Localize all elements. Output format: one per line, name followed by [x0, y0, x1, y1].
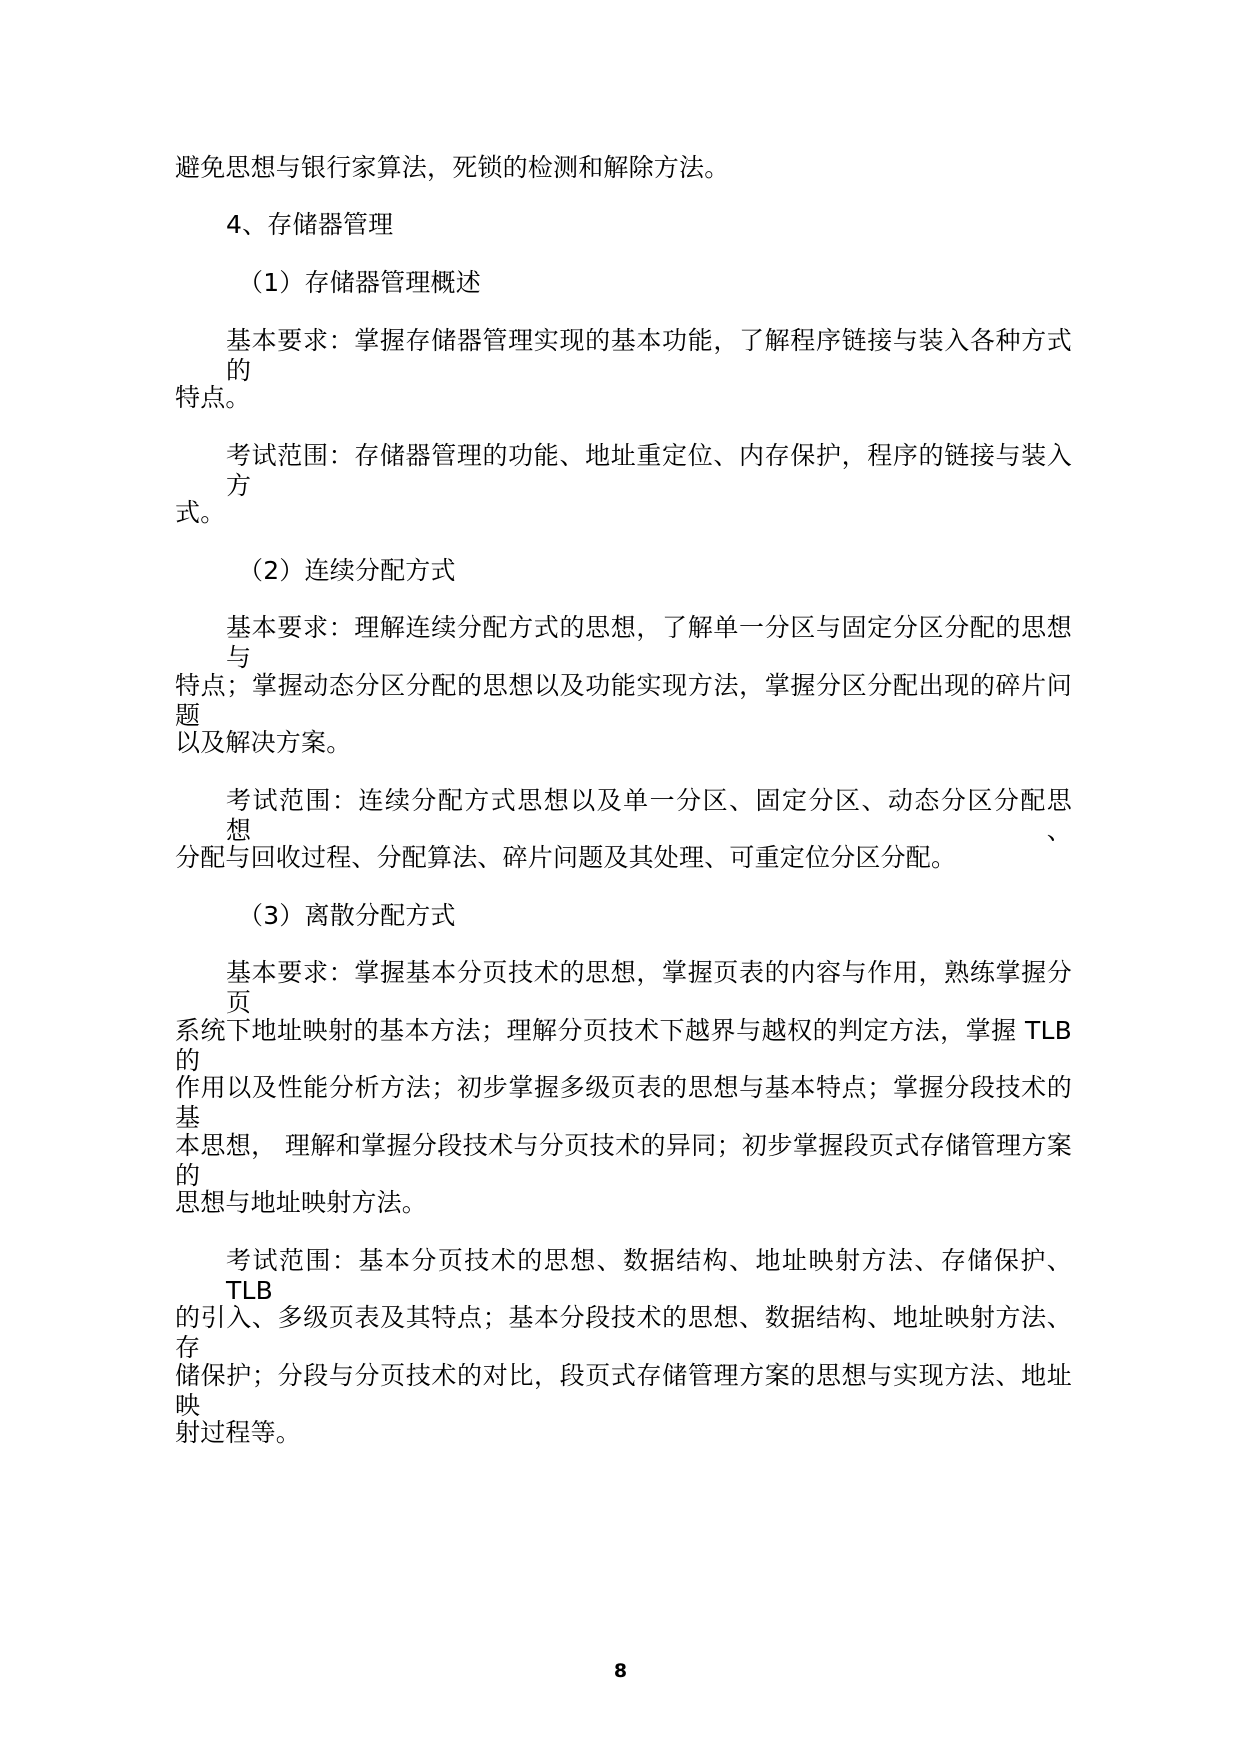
text-line: 本思想， 理解和掌握分段技术与分页技术的异同；初步掌握段页式存储管理方案的 — [175, 1131, 1072, 1190]
text-line: 基本要求：理解连续分配方式的思想，了解单一分区与固定分区分配的思想与 — [226, 613, 1072, 672]
text-line: 考试范围：基本分页技术的思想、数据结构、地址映射方法、存储保护、TLB — [226, 1246, 1072, 1305]
text-line: 储保护；分段与分页技术的对比，段页式存储管理方案的思想与实现方法、地址映 — [175, 1361, 1072, 1420]
subsection-heading: （1）存储器管理概述 — [238, 268, 481, 297]
text-line: 分配与回收过程、分配算法、碎片问题及其处理、可重定位分区分配。 — [175, 843, 957, 872]
text-line: 特点；掌握动态分区分配的思想以及功能实现方法，掌握分区分配出现的碎片问题 — [175, 671, 1072, 730]
text-line: 避免思想与银行家算法，死锁的检测和解除方法。 — [175, 153, 730, 182]
text-line: 基本要求：掌握基本分页技术的思想，掌握页表的内容与作用，熟练掌握分页 — [226, 958, 1072, 1017]
section-heading: 4、存储器管理 — [226, 210, 394, 239]
text-line: 作用以及性能分析方法；初步掌握多级页表的思想与基本特点；掌握分段技术的基 — [175, 1073, 1072, 1132]
subsection-heading: （3）离散分配方式 — [238, 901, 456, 930]
text-line: 的引入、多级页表及其特点；基本分段技术的思想、数据结构、地址映射方法、存 — [175, 1303, 1072, 1362]
text-line: 考试范围：存储器管理的功能、地址重定位、内存保护，程序的链接与装入方 — [226, 441, 1072, 500]
text-line: 系统下地址映射的基本方法；理解分页技术下越界与越权的判定方法，掌握 TLB 的 — [175, 1016, 1072, 1075]
text-line: 式。 — [175, 498, 226, 527]
page-number: 8 — [613, 1660, 628, 1682]
text-line: 思想与地址映射方法。 — [175, 1188, 428, 1217]
subsection-heading: （2）连续分配方式 — [238, 556, 456, 585]
text-line: 射过程等。 — [175, 1418, 302, 1447]
text-line: 以及解决方案。 — [175, 728, 352, 757]
text-line: 特点。 — [175, 383, 251, 412]
text-line: 基本要求：掌握存储器管理实现的基本功能，了解程序链接与装入各种方式的 — [226, 326, 1072, 385]
text-line: 考试范围：连续分配方式思想以及单一分区、固定分区、动态分区分配思想、 — [226, 786, 1072, 845]
